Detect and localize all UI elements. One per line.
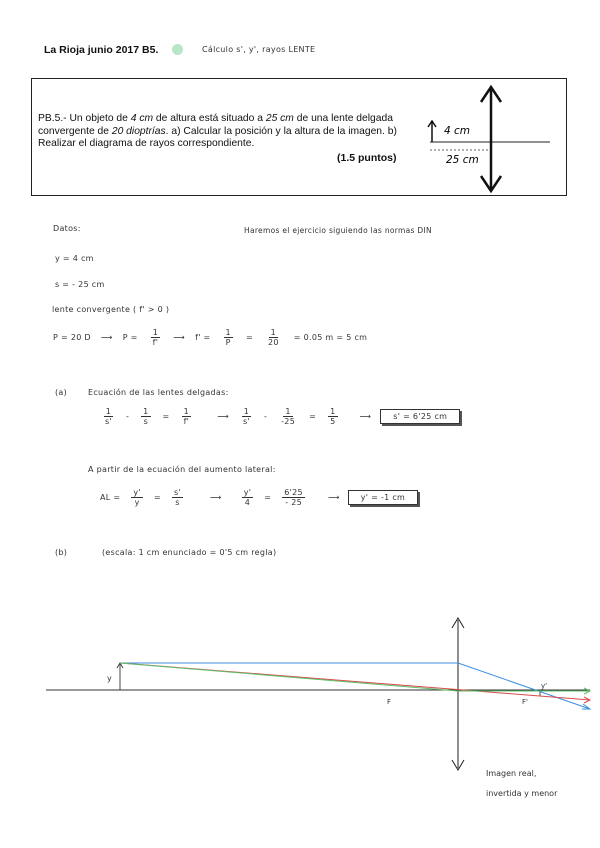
focal-ray <box>120 663 458 691</box>
method-note: Haremos el ejercicio siguiendo las normas DIN <box>244 226 432 235</box>
ray-diagram <box>0 610 600 840</box>
fig-distance-label: 25 cm <box>446 154 479 166</box>
green-dot-marker <box>172 44 183 55</box>
y-prime-result: y' = -1 cm <box>348 490 418 505</box>
lens-equation-title: Ecuación de las lentes delgadas: <box>88 388 229 397</box>
fig-height-label: 4 cm <box>444 125 471 137</box>
image-note-line1: Imagen real, <box>486 769 537 778</box>
focus-prime-label: F' <box>522 698 528 706</box>
part-a-label: (a) <box>55 388 68 397</box>
focus-label: F <box>387 698 392 706</box>
topic-note: Cálculo s', y', rayos LENTE <box>202 45 316 54</box>
image-note-line2: invertida y menor <box>486 789 558 798</box>
s-data: s = - 25 cm <box>55 280 105 289</box>
document-title: La Rioja junio 2017 B5. <box>44 44 159 56</box>
scale-note: (escala: 1 cm enunciado = 0'5 cm regla) <box>102 548 277 557</box>
power-equation: P = 20 D ⟶ P = $\frac{1}{f'}$ ⟶ f' = $\frac{1}{P}$ = $\frac{1}{20}$ = 0.05 m = 5 cm <box>53 328 368 347</box>
points-label: (1.5 puntos) <box>337 152 397 164</box>
part-b-label: (b) <box>55 548 68 557</box>
lens-type-data: lente convergente ( f' > 0 ) <box>52 305 170 314</box>
y-data: y = 4 cm <box>55 254 94 263</box>
image-label: y' <box>541 682 548 690</box>
problem-statement: PB.5.- Un objeto de 4 cm de altura está situado a 25 cm de una lente delgada convergente de 20 dioptrías. a) Calcular la posición y la altura de la imagen. b) Realizar el diagrama de rayos correspondiente. <box>38 113 397 149</box>
lateral-equation: AL = $\frac{y'}{y}$ = $\frac{s'}{s}$ ⟶ $\frac{y'}{4}$ = $\frac{6'25}{- 25}$ ⟶ y' = -1 cm <box>100 488 418 507</box>
lateral-title: A partir de la ecuación del aumento lateral: <box>88 465 276 474</box>
problem-figure <box>410 80 560 195</box>
lens-equation: $\frac{1}{s'}$ - $\frac{1}{s}$ = $\frac{1}{f'}$ ⟶ $\frac{1}{s'}$ - $\frac{1}{-25}$ = $\frac{1}{5}$ ⟶ s' = 6'25 cm <box>100 407 460 426</box>
datos-heading: Datos: <box>53 224 81 233</box>
object-label: y <box>107 674 112 683</box>
s-prime-result: s' = 6'25 cm <box>380 409 460 424</box>
